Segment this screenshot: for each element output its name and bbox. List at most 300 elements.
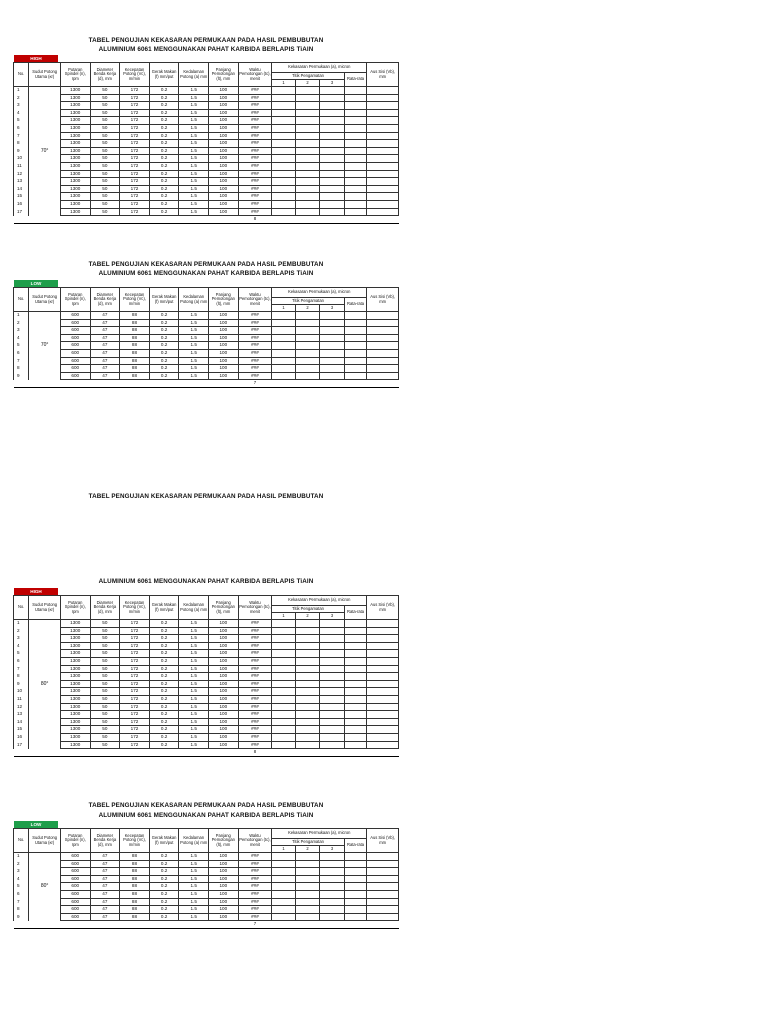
empty-cell — [320, 327, 345, 335]
kecepatan-cell: 172 — [120, 726, 150, 734]
footer-blank — [209, 380, 239, 388]
table-row — [14, 741, 399, 749]
row-number: 12 — [14, 703, 29, 711]
gerak-cell: 0.2 — [149, 357, 179, 365]
waktu-cell: ### — [238, 680, 272, 688]
empty-cell — [295, 733, 320, 741]
empty-cell — [295, 208, 320, 216]
gerak-cell: 0.2 — [149, 155, 179, 163]
footer-blank — [14, 216, 29, 224]
footer-blank — [120, 749, 150, 757]
table-row — [14, 94, 399, 102]
footer-blank — [14, 921, 29, 929]
kedalaman-cell: 1.5 — [179, 883, 209, 891]
col-kekasaran-header: Kekasaran Permukaan (a), micron — [272, 288, 367, 298]
kecepatan-cell: 172 — [120, 635, 150, 643]
cutting-angle-cell: 80° — [29, 680, 61, 688]
empty-cell — [344, 868, 366, 876]
putaran-cell: 600 — [60, 860, 90, 868]
col-rata-header: Rata-rata — [344, 73, 366, 87]
empty-cell — [367, 208, 399, 216]
gerak-cell: 0.2 — [149, 711, 179, 719]
empty-cell — [367, 117, 399, 125]
panjang-cell: 100 — [209, 193, 239, 201]
kedalaman-cell: 1.5 — [179, 208, 209, 216]
footer-blank — [320, 216, 345, 224]
kedalaman-cell: 1.5 — [179, 342, 209, 350]
kecepatan-cell: 88 — [120, 334, 150, 342]
kedalaman-cell: 1.5 — [179, 635, 209, 643]
empty-cell — [320, 875, 345, 883]
panjang-cell: 100 — [209, 913, 239, 921]
empty-cell — [344, 365, 366, 373]
diameter-cell: 50 — [90, 155, 120, 163]
panjang-cell: 100 — [209, 178, 239, 186]
table-row — [14, 185, 399, 193]
putaran-cell: 1300 — [60, 620, 90, 628]
empty-cell — [344, 650, 366, 658]
waktu-cell: ### — [238, 178, 272, 186]
col-waktu-header: Waktu Pemotongan (tc), menit — [238, 596, 272, 620]
panjang-cell: 100 — [209, 185, 239, 193]
empty-cell — [367, 140, 399, 148]
empty-cell — [295, 620, 320, 628]
waktu-cell: ### — [238, 741, 272, 749]
putaran-cell: 1300 — [60, 733, 90, 741]
putaran-cell: 1300 — [60, 185, 90, 193]
empty-cell — [272, 657, 295, 665]
gerak-cell: 0.2 — [149, 342, 179, 350]
empty-cell — [320, 117, 345, 125]
panjang-cell: 100 — [209, 162, 239, 170]
cutting-angle-cell — [29, 365, 61, 373]
kecepatan-cell: 172 — [120, 200, 150, 208]
row-number: 9 — [14, 913, 29, 921]
empty-cell — [272, 883, 295, 891]
footer-blank — [60, 216, 90, 224]
table-row — [14, 853, 399, 861]
empty-cell — [272, 898, 295, 906]
putaran-cell: 600 — [60, 334, 90, 342]
row-number: 6 — [14, 349, 29, 357]
kecepatan-cell: 88 — [120, 868, 150, 876]
empty-cell — [367, 703, 399, 711]
empty-cell — [295, 140, 320, 148]
kedalaman-cell: 1.5 — [179, 155, 209, 163]
empty-cell — [367, 718, 399, 726]
col-sudut-header: Sudut Potong Utama (κr) — [29, 829, 61, 853]
empty-cell — [367, 124, 399, 132]
empty-cell — [344, 890, 366, 898]
empty-cell — [320, 124, 345, 132]
footer-blank — [320, 380, 345, 388]
waktu-cell: ### — [238, 132, 272, 140]
cutting-angle-cell — [29, 726, 61, 734]
empty-cell — [344, 673, 366, 681]
kedalaman-cell: 1.5 — [179, 319, 209, 327]
footer-blank — [295, 216, 320, 224]
cutting-angle-cell — [29, 102, 61, 110]
panjang-cell: 100 — [209, 620, 239, 628]
empty-cell — [295, 185, 320, 193]
empty-cell — [295, 890, 320, 898]
putaran-cell: 600 — [60, 906, 90, 914]
kedalaman-cell: 1.5 — [179, 650, 209, 658]
empty-cell — [367, 87, 399, 95]
table-footer-row — [14, 216, 399, 224]
panjang-cell: 100 — [209, 642, 239, 650]
col-kedalaman-header: Kedalaman Potong (a) mm — [179, 596, 209, 620]
cutting-angle-cell — [29, 162, 61, 170]
empty-cell — [320, 635, 345, 643]
empty-cell — [295, 372, 320, 380]
table-footer-row — [14, 749, 399, 757]
waktu-cell: ### — [238, 94, 272, 102]
empty-cell — [367, 642, 399, 650]
putaran-cell: 600 — [60, 372, 90, 380]
footer-blank — [29, 921, 61, 929]
empty-cell — [295, 868, 320, 876]
row-number: 8 — [14, 365, 29, 373]
cutting-angle-cell — [29, 312, 61, 320]
cutting-angle-cell — [29, 906, 61, 914]
col-kedalaman-header: Kedalaman Potong (a) mm — [179, 829, 209, 853]
kedalaman-cell: 1.5 — [179, 357, 209, 365]
col-no-header: No. — [14, 63, 29, 87]
kecepatan-cell: 172 — [120, 94, 150, 102]
gerak-cell: 0.2 — [149, 853, 179, 861]
footer-blank — [320, 749, 345, 757]
kedalaman-cell: 1.5 — [179, 117, 209, 125]
col-aus-header: Aus Sisi (Vb), mm — [367, 288, 399, 312]
kecepatan-cell: 172 — [120, 87, 150, 95]
cutting-angle-cell — [29, 620, 61, 628]
empty-cell — [272, 327, 295, 335]
panjang-cell: 100 — [209, 741, 239, 749]
waktu-cell: ### — [238, 688, 272, 696]
empty-cell — [295, 319, 320, 327]
table-row — [14, 695, 399, 703]
empty-cell — [272, 170, 295, 178]
waktu-cell: ### — [238, 733, 272, 741]
empty-cell — [272, 357, 295, 365]
data-table — [13, 62, 399, 224]
panjang-cell: 100 — [209, 357, 239, 365]
col-waktu-header: Waktu Pemotongan (tc), menit — [238, 288, 272, 312]
empty-cell — [344, 132, 366, 140]
gerak-cell: 0.2 — [149, 688, 179, 696]
row-number: 2 — [14, 319, 29, 327]
col-titik-header: Titik Pengamatan — [272, 839, 344, 846]
table-row — [14, 147, 399, 155]
empty-cell — [320, 703, 345, 711]
empty-cell — [344, 349, 366, 357]
table-row — [14, 680, 399, 688]
col-kecepatan-header: Kecepatan Potong (Vc), m/min — [120, 63, 150, 87]
kecepatan-cell: 172 — [120, 620, 150, 628]
empty-cell — [295, 334, 320, 342]
kecepatan-cell: 172 — [120, 132, 150, 140]
cutting-angle-cell — [29, 193, 61, 201]
empty-cell — [272, 906, 295, 914]
empty-cell — [295, 162, 320, 170]
table-row — [14, 372, 399, 380]
col-gerak-header: Gerak Makan (f) mm/put — [149, 63, 179, 87]
row-number: 15 — [14, 193, 29, 201]
empty-cell — [344, 853, 366, 861]
kedalaman-cell: 1.5 — [179, 657, 209, 665]
panjang-cell: 100 — [209, 87, 239, 95]
panjang-cell: 100 — [209, 102, 239, 110]
diameter-cell: 50 — [90, 642, 120, 650]
empty-cell — [367, 155, 399, 163]
empty-cell — [344, 155, 366, 163]
col-rata-header: Rata-rata — [344, 298, 366, 312]
kecepatan-cell: 172 — [120, 185, 150, 193]
diameter-cell: 50 — [90, 124, 120, 132]
empty-cell — [320, 665, 345, 673]
footer-blank — [179, 749, 209, 757]
empty-cell — [320, 94, 345, 102]
col-panjang-header: Panjang Pemotongan (lt), mm — [209, 288, 239, 312]
empty-cell — [344, 711, 366, 719]
empty-cell — [344, 178, 366, 186]
col-putaran-header: Putaran Spindel (n), rpm — [60, 288, 90, 312]
col-aus-header: Aus Sisi (Vb), mm — [367, 63, 399, 87]
empty-cell — [320, 890, 345, 898]
panjang-cell: 100 — [209, 147, 239, 155]
gerak-cell: 0.2 — [149, 109, 179, 117]
panjang-cell: 100 — [209, 342, 239, 350]
empty-cell — [344, 140, 366, 148]
empty-cell — [272, 132, 295, 140]
empty-cell — [344, 357, 366, 365]
row-number: 8 — [14, 140, 29, 148]
waktu-cell: ### — [238, 665, 272, 673]
waktu-cell: ### — [238, 627, 272, 635]
col-point-t3-header: 3 — [320, 305, 345, 312]
empty-cell — [295, 94, 320, 102]
empty-cell — [344, 875, 366, 883]
col-gerak-header: Gerak Makan (f) mm/put — [149, 596, 179, 620]
putaran-cell: 1300 — [60, 741, 90, 749]
waktu-cell: ### — [238, 342, 272, 350]
speed-tag-low: LOW — [14, 280, 58, 287]
empty-cell — [367, 365, 399, 373]
empty-cell — [320, 657, 345, 665]
gerak-cell: 0.2 — [149, 898, 179, 906]
footer-blank — [60, 749, 90, 757]
panjang-cell: 100 — [209, 170, 239, 178]
col-panjang-header: Panjang Pemotongan (lt), mm — [209, 596, 239, 620]
empty-cell — [272, 890, 295, 898]
kedalaman-cell: 1.5 — [179, 620, 209, 628]
row-number: 5 — [14, 342, 29, 350]
empty-cell — [272, 319, 295, 327]
empty-cell — [295, 155, 320, 163]
empty-cell — [295, 109, 320, 117]
cutting-angle-cell — [29, 208, 61, 216]
panjang-cell: 100 — [209, 349, 239, 357]
panjang-cell: 100 — [209, 200, 239, 208]
footer-blank — [367, 216, 399, 224]
table-row — [14, 883, 399, 891]
empty-cell — [272, 178, 295, 186]
col-putaran-header: Putaran Spindel (n), rpm — [60, 63, 90, 87]
diameter-cell: 47 — [90, 860, 120, 868]
panjang-cell: 100 — [209, 673, 239, 681]
diameter-cell: 50 — [90, 673, 120, 681]
table-row — [14, 657, 399, 665]
empty-cell — [344, 703, 366, 711]
empty-cell — [344, 327, 366, 335]
empty-cell — [320, 102, 345, 110]
kedalaman-cell: 1.5 — [179, 94, 209, 102]
empty-cell — [320, 334, 345, 342]
footer-blank — [60, 380, 90, 388]
empty-cell — [320, 132, 345, 140]
kecepatan-cell: 172 — [120, 665, 150, 673]
diameter-cell: 47 — [90, 853, 120, 861]
empty-cell — [272, 913, 295, 921]
kecepatan-cell: 172 — [120, 162, 150, 170]
panjang-cell: 100 — [209, 635, 239, 643]
gerak-cell: 0.2 — [149, 208, 179, 216]
empty-cell — [367, 853, 399, 861]
diameter-cell: 50 — [90, 635, 120, 643]
panjang-cell: 100 — [209, 703, 239, 711]
empty-cell — [367, 868, 399, 876]
kecepatan-cell: 172 — [120, 673, 150, 681]
table-row — [14, 688, 399, 696]
waktu-cell: ### — [238, 365, 272, 373]
empty-cell — [367, 312, 399, 320]
empty-cell — [295, 132, 320, 140]
kedalaman-cell: 1.5 — [179, 312, 209, 320]
kecepatan-cell: 172 — [120, 208, 150, 216]
diameter-cell: 47 — [90, 898, 120, 906]
gerak-cell: 0.2 — [149, 906, 179, 914]
diameter-cell: 50 — [90, 726, 120, 734]
empty-cell — [295, 170, 320, 178]
kecepatan-cell: 88 — [120, 883, 150, 891]
empty-cell — [320, 913, 345, 921]
empty-cell — [320, 718, 345, 726]
panjang-cell: 100 — [209, 726, 239, 734]
empty-cell — [367, 357, 399, 365]
empty-cell — [367, 875, 399, 883]
data-table — [13, 287, 399, 388]
row-number: 17 — [14, 741, 29, 749]
col-aus-header: Aus Sisi (Vb), mm — [367, 829, 399, 853]
empty-cell — [295, 657, 320, 665]
empty-cell — [367, 102, 399, 110]
table-title-4: TABEL PENGUJIAN KEKASARAN PERMUKAAN PADA HASIL PEMBUBUTAN — [88, 802, 324, 809]
kedalaman-cell: 1.5 — [179, 898, 209, 906]
putaran-cell: 1300 — [60, 87, 90, 95]
row-number: 4 — [14, 875, 29, 883]
kedalaman-cell: 1.5 — [179, 109, 209, 117]
empty-cell — [367, 334, 399, 342]
table-footer-row — [14, 380, 399, 388]
putaran-cell: 600 — [60, 342, 90, 350]
panjang-cell: 100 — [209, 117, 239, 125]
table-row — [14, 642, 399, 650]
kecepatan-cell: 172 — [120, 155, 150, 163]
empty-cell — [344, 94, 366, 102]
empty-cell — [344, 860, 366, 868]
col-waktu-header: Waktu Pemotongan (tc), menit — [238, 829, 272, 853]
empty-cell — [344, 718, 366, 726]
cutting-angle-cell — [29, 718, 61, 726]
diameter-cell: 47 — [90, 913, 120, 921]
putaran-cell: 1300 — [60, 109, 90, 117]
kecepatan-cell: 172 — [120, 741, 150, 749]
putaran-cell: 600 — [60, 357, 90, 365]
empty-cell — [320, 312, 345, 320]
table-row — [14, 673, 399, 681]
empty-cell — [344, 124, 366, 132]
waktu-cell: ### — [238, 703, 272, 711]
empty-cell — [295, 102, 320, 110]
kedalaman-cell: 1.5 — [179, 711, 209, 719]
waktu-cell: ### — [238, 657, 272, 665]
empty-cell — [272, 102, 295, 110]
panjang-cell: 100 — [209, 853, 239, 861]
empty-cell — [272, 868, 295, 876]
cutting-angle-cell — [29, 140, 61, 148]
empty-cell — [320, 319, 345, 327]
kedalaman-cell: 1.5 — [179, 170, 209, 178]
col-point-t2-header: 2 — [295, 613, 320, 620]
empty-cell — [295, 342, 320, 350]
waktu-cell: ### — [238, 87, 272, 95]
row-number: 12 — [14, 170, 29, 178]
gerak-cell: 0.2 — [149, 642, 179, 650]
waktu-cell: ### — [238, 162, 272, 170]
empty-cell — [295, 147, 320, 155]
empty-cell — [367, 741, 399, 749]
table-row — [14, 109, 399, 117]
col-titik-header: Titik Pengamatan — [272, 298, 344, 305]
empty-cell — [295, 178, 320, 186]
empty-cell — [272, 334, 295, 342]
empty-cell — [320, 147, 345, 155]
empty-cell — [344, 334, 366, 342]
col-point-t1-header: 1 — [272, 80, 295, 87]
waktu-cell: ### — [238, 319, 272, 327]
table-footer-row — [14, 921, 399, 929]
panjang-cell: 100 — [209, 875, 239, 883]
gerak-cell: 0.2 — [149, 193, 179, 201]
kedalaman-cell: 1.5 — [179, 185, 209, 193]
diameter-cell: 47 — [90, 312, 120, 320]
empty-cell — [320, 200, 345, 208]
empty-cell — [295, 117, 320, 125]
empty-cell — [320, 650, 345, 658]
diameter-cell: 47 — [90, 883, 120, 891]
gerak-cell: 0.2 — [149, 140, 179, 148]
diameter-cell: 50 — [90, 680, 120, 688]
row-number: 10 — [14, 155, 29, 163]
col-point-t1-header: 1 — [272, 846, 295, 853]
empty-cell — [344, 642, 366, 650]
waktu-cell: ### — [238, 170, 272, 178]
cutting-angle-cell — [29, 372, 61, 380]
table-row — [14, 132, 399, 140]
table-row — [14, 312, 399, 320]
empty-cell — [320, 349, 345, 357]
